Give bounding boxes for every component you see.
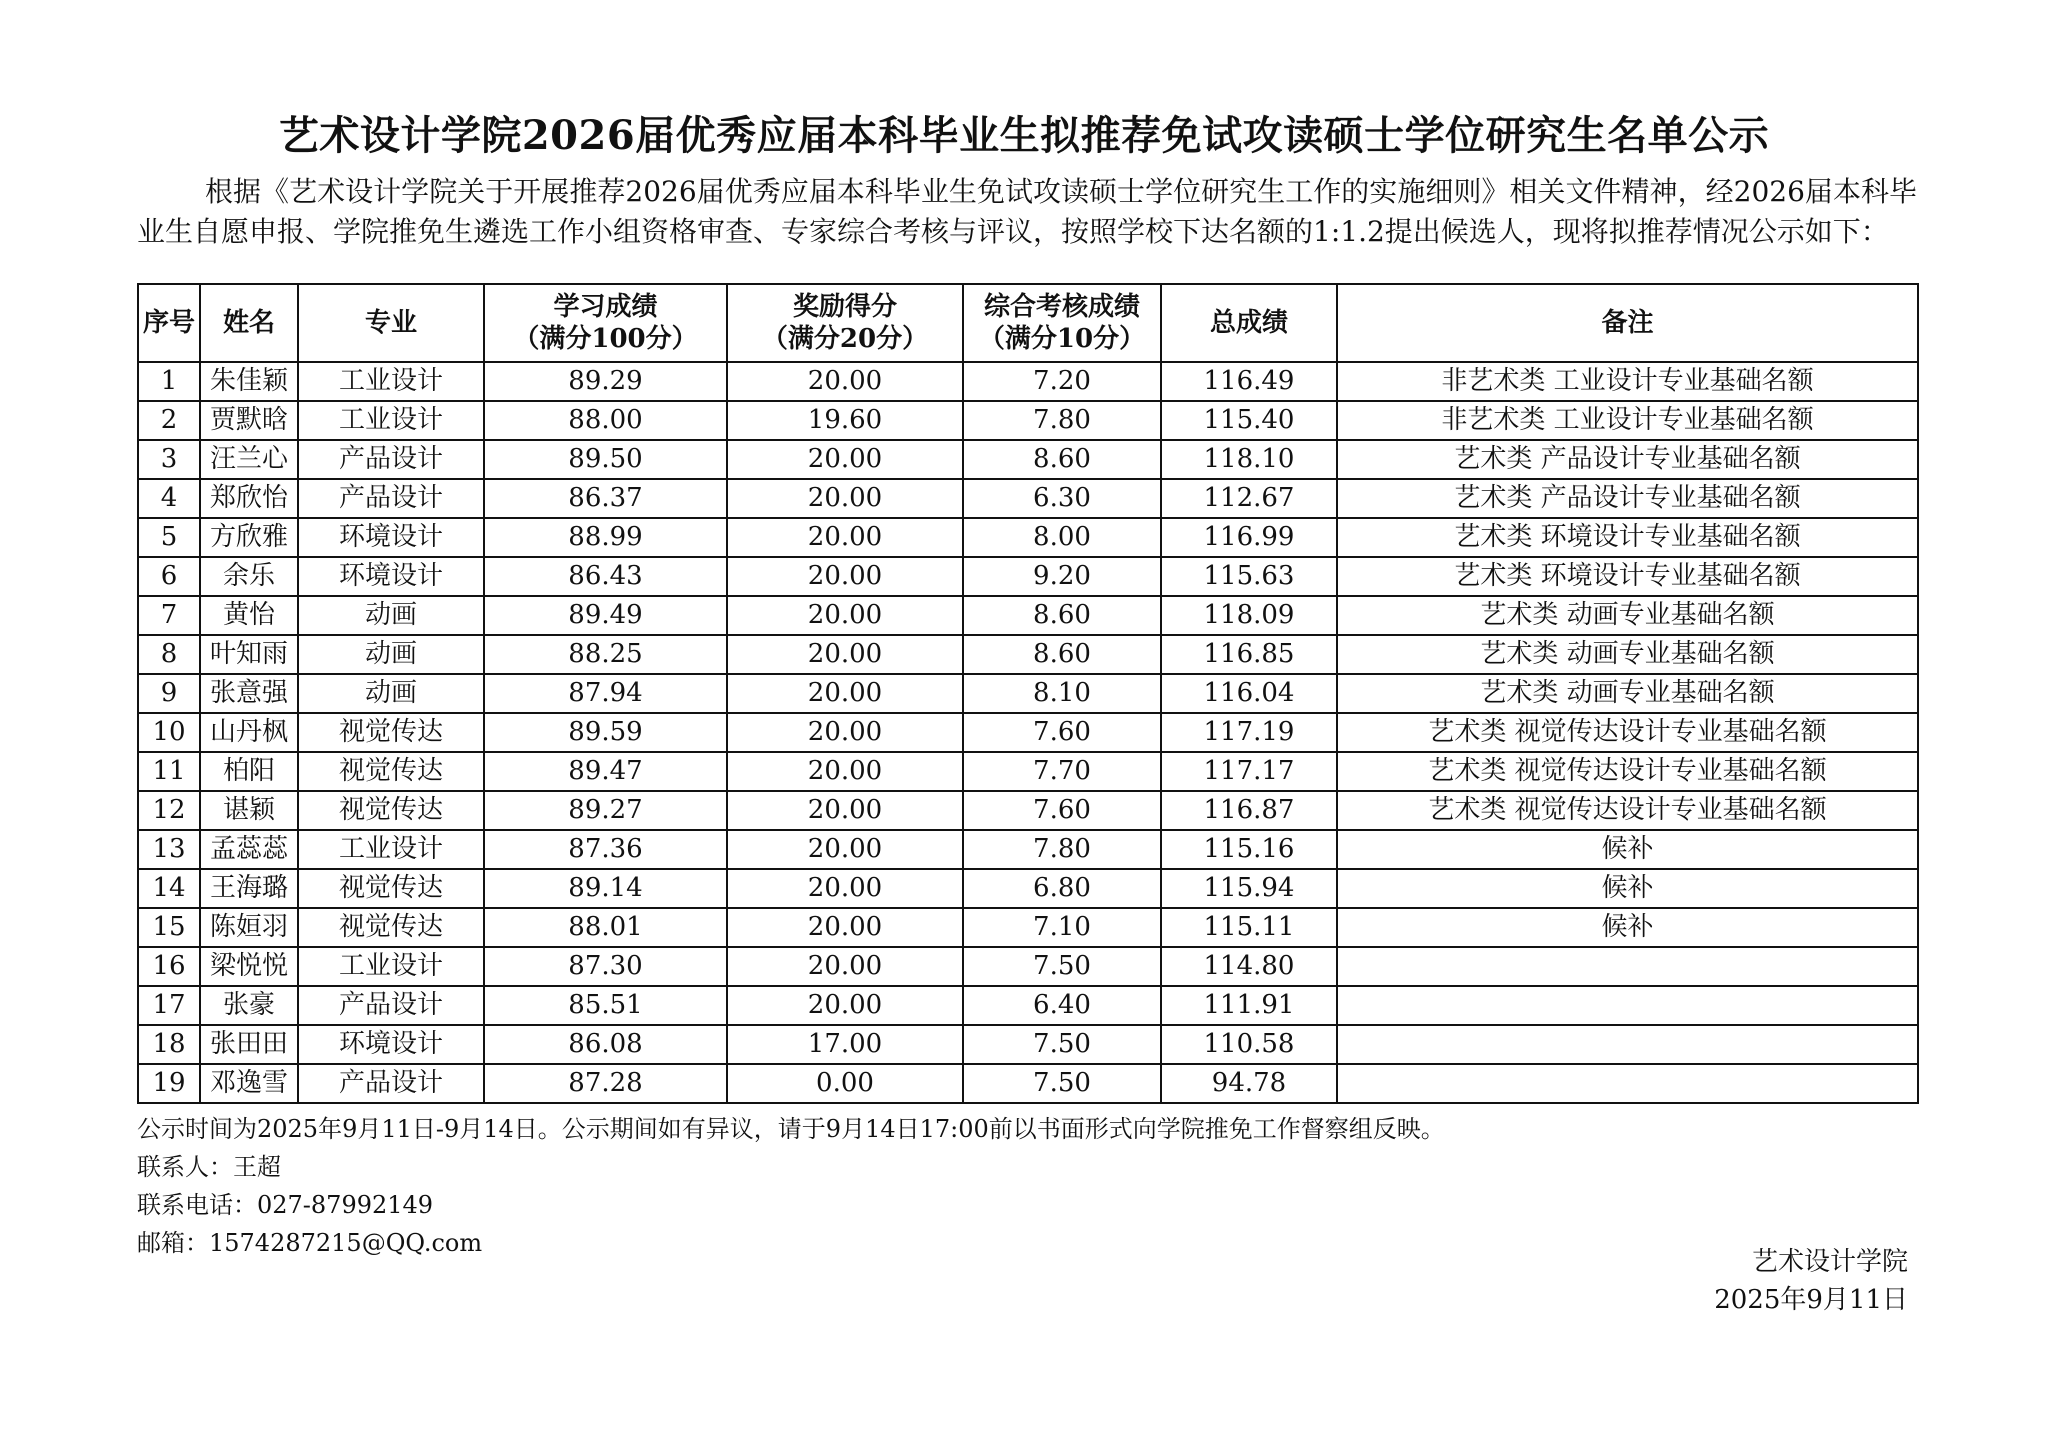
cell-award-score: 17.00	[727, 1025, 963, 1064]
cell-assessment-score: 8.00	[963, 518, 1161, 557]
table-row	[138, 479, 1918, 518]
cell-major: 环境设计	[298, 518, 484, 557]
cell-assessment-score: 7.80	[963, 401, 1161, 440]
intro-paragraph: 根据《艺术设计学院关于开展推荐2026届优秀应届本科毕业生免试攻读硕士学位研究生工作的实施细则》相关文件精神，经2026届本科毕业生自愿申报、学院推免生遴选工作小组资格审查、专家综合考核与评议，按照学校下达名额的1:1.2提出候选人，现将拟推荐情况公示如下：	[137, 175, 1917, 248]
cell-name: 贾默晗	[200, 401, 298, 440]
cell-no: 16	[138, 947, 200, 986]
cell-total-score: 116.99	[1161, 518, 1337, 557]
cell-no: 15	[138, 908, 200, 947]
cell-award-score: 20.00	[727, 752, 963, 791]
table-row	[138, 674, 1918, 713]
cell-total-score: 111.91	[1161, 986, 1337, 1025]
cell-major: 环境设计	[298, 1025, 484, 1064]
cell-total-score: 115.94	[1161, 869, 1337, 908]
cell-study-score: 85.51	[484, 986, 727, 1025]
cell-total-score: 115.63	[1161, 557, 1337, 596]
cell-assessment-score: 7.50	[963, 1025, 1161, 1064]
cell-study-score: 86.08	[484, 1025, 727, 1064]
header-major: 专业	[298, 284, 484, 362]
cell-no: 4	[138, 479, 200, 518]
table-row	[138, 635, 1918, 674]
cell-study-score: 89.29	[484, 362, 727, 401]
cell-remark	[1337, 986, 1918, 1025]
cell-no: 18	[138, 1025, 200, 1064]
cell-major: 动画	[298, 596, 484, 635]
cell-major: 动画	[298, 635, 484, 674]
cell-name: 王海璐	[200, 869, 298, 908]
cell-name: 陈姮羽	[200, 908, 298, 947]
cell-remark: 艺术类 动画专业基础名额	[1337, 596, 1918, 635]
cell-total-score: 116.85	[1161, 635, 1337, 674]
cell-no: 12	[138, 791, 200, 830]
table-row	[138, 557, 1918, 596]
footer-info	[137, 1110, 1445, 1262]
cell-major: 工业设计	[298, 830, 484, 869]
cell-assessment-score: 6.80	[963, 869, 1161, 908]
header-name: 姓名	[200, 284, 298, 362]
table-row	[138, 596, 1918, 635]
table-header-row	[138, 284, 1918, 362]
cell-remark: 艺术类 环境设计专业基础名额	[1337, 518, 1918, 557]
signature-date: 2025年9月11日	[1714, 1285, 1908, 1315]
cell-remark: 非艺术类 工业设计专业基础名额	[1337, 362, 1918, 401]
header-award-score-line2: （满分20分）	[761, 324, 929, 354]
cell-award-score: 20.00	[727, 947, 963, 986]
cell-award-score: 20.00	[727, 674, 963, 713]
cell-total-score: 112.67	[1161, 479, 1337, 518]
header-no: 序号	[138, 284, 200, 362]
cell-award-score: 0.00	[727, 1064, 963, 1103]
cell-total-score: 118.10	[1161, 440, 1337, 479]
signature-org: 艺术设计学院	[1751, 1247, 1908, 1277]
cell-study-score: 88.25	[484, 635, 727, 674]
cell-major: 环境设计	[298, 557, 484, 596]
cell-remark: 艺术类 视觉传达设计专业基础名额	[1337, 713, 1918, 752]
cell-name: 梁悦悦	[200, 947, 298, 986]
cell-remark	[1337, 1064, 1918, 1103]
table-row	[138, 908, 1918, 947]
contact-person: 联系人：王超	[137, 1153, 281, 1181]
table-row	[138, 869, 1918, 908]
cell-award-score: 20.00	[727, 830, 963, 869]
cell-assessment-score: 8.60	[963, 440, 1161, 479]
cell-remark: 艺术类 环境设计专业基础名额	[1337, 557, 1918, 596]
cell-name: 柏阳	[200, 752, 298, 791]
cell-name: 朱佳颖	[200, 362, 298, 401]
table-row	[138, 1025, 1918, 1064]
cell-award-score: 20.00	[727, 869, 963, 908]
cell-study-score: 87.30	[484, 947, 727, 986]
cell-remark: 艺术类 视觉传达设计专业基础名额	[1337, 791, 1918, 830]
cell-no: 19	[138, 1064, 200, 1103]
cell-major: 产品设计	[298, 440, 484, 479]
cell-award-score: 20.00	[727, 596, 963, 635]
cell-remark	[1337, 1025, 1918, 1064]
cell-assessment-score: 6.40	[963, 986, 1161, 1025]
cell-award-score: 20.00	[727, 362, 963, 401]
table-row	[138, 830, 1918, 869]
cell-name: 叶知雨	[200, 635, 298, 674]
cell-study-score: 87.36	[484, 830, 727, 869]
cell-no: 9	[138, 674, 200, 713]
cell-award-score: 20.00	[727, 518, 963, 557]
cell-total-score: 114.80	[1161, 947, 1337, 986]
cell-study-score: 89.49	[484, 596, 727, 635]
cell-name: 邓逸雪	[200, 1064, 298, 1103]
cell-major: 产品设计	[298, 1064, 484, 1103]
cell-assessment-score: 9.20	[963, 557, 1161, 596]
cell-total-score: 117.17	[1161, 752, 1337, 791]
cell-major: 视觉传达	[298, 869, 484, 908]
cell-assessment-score: 7.50	[963, 1064, 1161, 1103]
cell-name: 孟蕊蕊	[200, 830, 298, 869]
cell-major: 视觉传达	[298, 752, 484, 791]
cell-total-score: 116.87	[1161, 791, 1337, 830]
cell-remark: 艺术类 视觉传达设计专业基础名额	[1337, 752, 1918, 791]
table-body	[138, 362, 1918, 1103]
header-assessment-score-line2: （满分10分）	[978, 324, 1146, 354]
page-title: 艺术设计学院2026届优秀应届本科毕业生拟推荐免试攻读硕士学位研究生名单公示	[278, 112, 1770, 159]
cell-remark	[1337, 947, 1918, 986]
cell-no: 17	[138, 986, 200, 1025]
cell-name: 余乐	[200, 557, 298, 596]
header-total-score: 总成绩	[1161, 284, 1337, 362]
table-row	[138, 518, 1918, 557]
cell-award-score: 20.00	[727, 440, 963, 479]
cell-total-score: 115.16	[1161, 830, 1337, 869]
header-study-score-line2: （满分100分）	[513, 324, 698, 354]
cell-award-score: 20.00	[727, 713, 963, 752]
cell-assessment-score: 7.10	[963, 908, 1161, 947]
cell-major: 视觉传达	[298, 791, 484, 830]
cell-study-score: 89.59	[484, 713, 727, 752]
cell-award-score: 20.00	[727, 908, 963, 947]
table-row	[138, 947, 1918, 986]
cell-award-score: 20.00	[727, 791, 963, 830]
cell-total-score: 115.40	[1161, 401, 1337, 440]
cell-name: 张豪	[200, 986, 298, 1025]
header-award-score	[727, 284, 963, 362]
cell-major: 产品设计	[298, 479, 484, 518]
cell-assessment-score: 7.50	[963, 947, 1161, 986]
contact-phone: 联系电话：027-87992149	[137, 1191, 434, 1219]
cell-award-score: 19.60	[727, 401, 963, 440]
cell-award-score: 20.00	[727, 635, 963, 674]
recommendation-table	[137, 283, 1919, 1104]
header-award-score-line1: 奖励得分	[792, 292, 897, 322]
cell-no: 14	[138, 869, 200, 908]
table-row	[138, 440, 1918, 479]
cell-name: 郑欣怡	[200, 479, 298, 518]
cell-no: 3	[138, 440, 200, 479]
cell-award-score: 20.00	[727, 557, 963, 596]
cell-no: 1	[138, 362, 200, 401]
cell-major: 动画	[298, 674, 484, 713]
cell-study-score: 86.43	[484, 557, 727, 596]
cell-assessment-score: 8.10	[963, 674, 1161, 713]
cell-study-score: 87.94	[484, 674, 727, 713]
cell-no: 13	[138, 830, 200, 869]
cell-name: 黄怡	[200, 596, 298, 635]
cell-study-score: 88.01	[484, 908, 727, 947]
cell-no: 5	[138, 518, 200, 557]
cell-remark: 艺术类 产品设计专业基础名额	[1337, 440, 1918, 479]
cell-name: 谌颖	[200, 791, 298, 830]
header-assessment-score	[963, 284, 1161, 362]
header-study-score-line1: 学习成绩	[553, 292, 658, 322]
header-remark: 备注	[1337, 284, 1918, 362]
cell-study-score: 88.00	[484, 401, 727, 440]
cell-major: 产品设计	[298, 986, 484, 1025]
cell-study-score: 88.99	[484, 518, 727, 557]
cell-award-score: 20.00	[727, 986, 963, 1025]
notice-period-text: 公示时间为2025年9月11日-9月14日。公示期间如有异议，请于9月14日17:00前以书面形式向学院推免工作督察组反映。	[137, 1115, 1445, 1143]
table-row	[138, 752, 1918, 791]
cell-remark: 艺术类 动画专业基础名额	[1337, 635, 1918, 674]
table-row	[138, 401, 1918, 440]
table-row	[138, 791, 1918, 830]
cell-study-score: 89.27	[484, 791, 727, 830]
cell-total-score: 118.09	[1161, 596, 1337, 635]
cell-assessment-score: 6.30	[963, 479, 1161, 518]
cell-no: 10	[138, 713, 200, 752]
signature-block	[1714, 1243, 1908, 1319]
cell-major: 工业设计	[298, 362, 484, 401]
header-study-score	[484, 284, 727, 362]
cell-no: 11	[138, 752, 200, 791]
cell-total-score: 115.11	[1161, 908, 1337, 947]
cell-total-score: 116.49	[1161, 362, 1337, 401]
cell-total-score: 110.58	[1161, 1025, 1337, 1064]
cell-assessment-score: 7.80	[963, 830, 1161, 869]
cell-study-score: 87.28	[484, 1064, 727, 1103]
cell-award-score: 20.00	[727, 479, 963, 518]
cell-assessment-score: 7.20	[963, 362, 1161, 401]
cell-name: 汪兰心	[200, 440, 298, 479]
cell-assessment-score: 7.70	[963, 752, 1161, 791]
cell-remark: 候补	[1337, 869, 1918, 908]
cell-total-score: 116.04	[1161, 674, 1337, 713]
cell-remark: 非艺术类 工业设计专业基础名额	[1337, 401, 1918, 440]
cell-assessment-score: 8.60	[963, 596, 1161, 635]
cell-assessment-score: 7.60	[963, 791, 1161, 830]
header-assessment-score-line1: 综合考核成绩	[983, 292, 1140, 322]
cell-remark: 艺术类 产品设计专业基础名额	[1337, 479, 1918, 518]
cell-remark: 候补	[1337, 908, 1918, 947]
cell-remark: 艺术类 动画专业基础名额	[1337, 674, 1918, 713]
cell-name: 方欣雅	[200, 518, 298, 557]
cell-study-score: 89.47	[484, 752, 727, 791]
cell-name: 张意强	[200, 674, 298, 713]
contact-email: 邮箱：1574287215@QQ.com	[137, 1229, 483, 1257]
table-row	[138, 986, 1918, 1025]
cell-major: 视觉传达	[298, 713, 484, 752]
cell-no: 7	[138, 596, 200, 635]
table-row	[138, 1064, 1918, 1103]
cell-remark: 候补	[1337, 830, 1918, 869]
cell-assessment-score: 7.60	[963, 713, 1161, 752]
cell-major: 工业设计	[298, 947, 484, 986]
cell-study-score: 89.50	[484, 440, 727, 479]
cell-total-score: 94.78	[1161, 1064, 1337, 1103]
cell-no: 2	[138, 401, 200, 440]
cell-total-score: 117.19	[1161, 713, 1337, 752]
cell-major: 工业设计	[298, 401, 484, 440]
cell-study-score: 89.14	[484, 869, 727, 908]
cell-no: 8	[138, 635, 200, 674]
cell-study-score: 86.37	[484, 479, 727, 518]
cell-assessment-score: 8.60	[963, 635, 1161, 674]
table-row	[138, 362, 1918, 401]
cell-no: 6	[138, 557, 200, 596]
cell-name: 山丹枫	[200, 713, 298, 752]
cell-name: 张田田	[200, 1025, 298, 1064]
cell-major: 视觉传达	[298, 908, 484, 947]
table-row	[138, 713, 1918, 752]
